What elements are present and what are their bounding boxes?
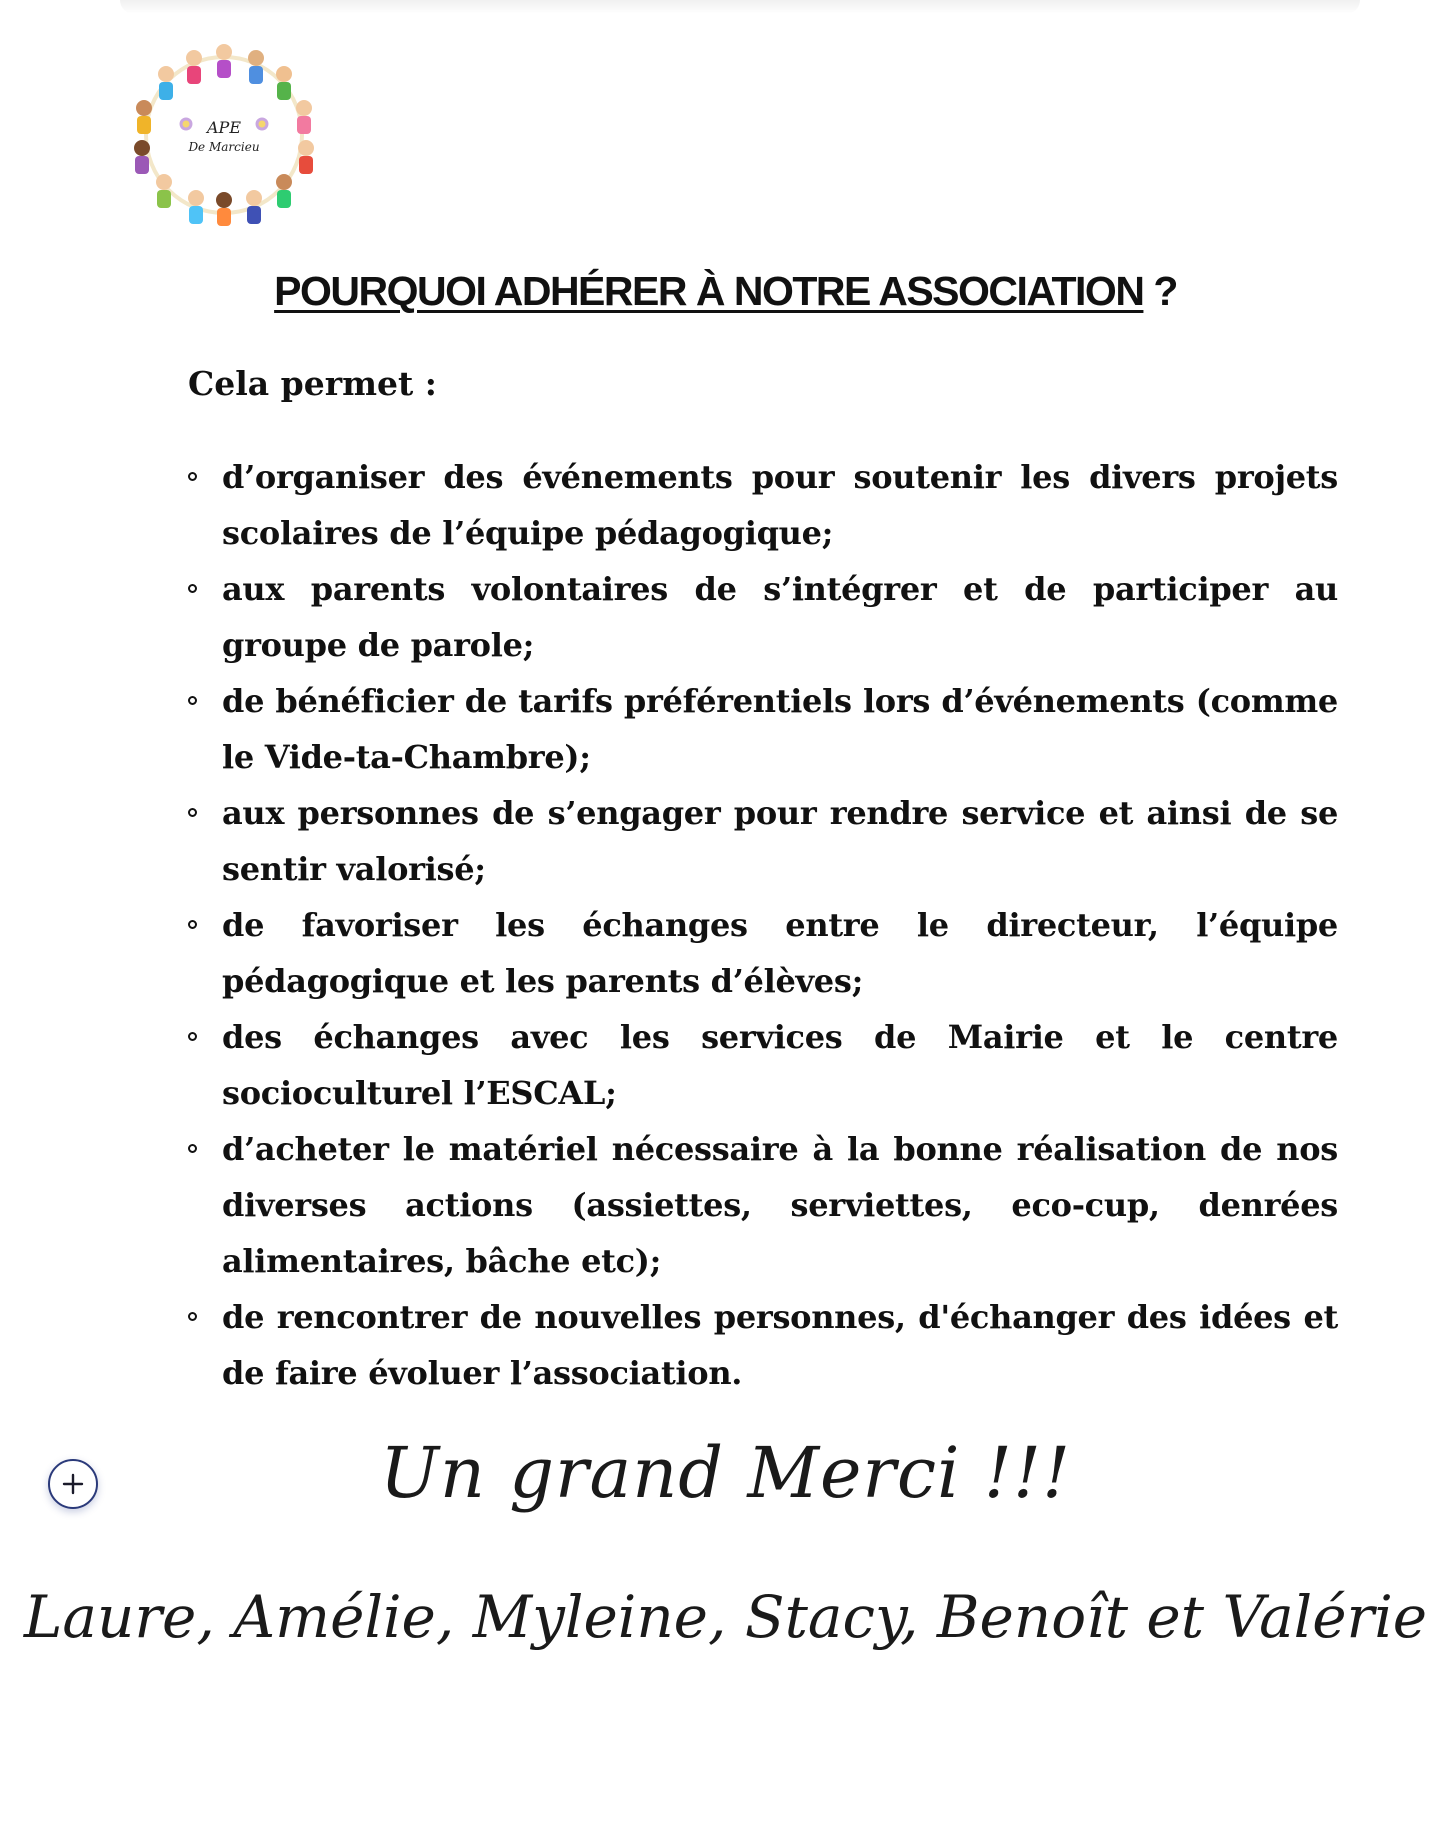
list-item-text: de rencontrer de nouvelles personnes, d'échanger des idées et de faire évoluer l’association. [222, 1298, 1338, 1392]
list-item-text: d’organiser des événements pour soutenir les divers projets scolaires de l’équipe pédagogique; [222, 458, 1338, 552]
list-item [188, 1009, 1338, 1121]
page-title [0, 268, 1451, 315]
plus-icon [60, 1471, 86, 1497]
hollow-bullet-icon [188, 472, 197, 481]
page-top-shadow [120, 0, 1360, 14]
list-item-text: de bénéficier de tarifs préférentiels lors d’événements (comme le Vide-ta-Chambre); [222, 682, 1338, 776]
list-item [188, 1121, 1338, 1289]
list-item-text: de favoriser les échanges entre le directeur, l’équipe pédagogique et les parents d’élèves; [222, 906, 1338, 1000]
hollow-bullet-icon [188, 920, 197, 929]
list-item-text: aux personnes de s’engager pour rendre service et ainsi de se sentir valorisé; [222, 794, 1338, 888]
list-item-text: des échanges avec les services de Mairie et le centre socioculturel l’ESCAL; [222, 1018, 1338, 1112]
hollow-bullet-icon [188, 1144, 197, 1153]
logo-line-2: De Marcieu [188, 140, 260, 154]
hollow-bullet-icon [188, 808, 197, 817]
add-block-button[interactable] [48, 1459, 98, 1509]
list-item [188, 1289, 1338, 1401]
hollow-bullet-icon [188, 696, 197, 705]
page-title-suffix: ? [1143, 268, 1177, 314]
association-logo [124, 40, 324, 230]
thanks-signature: Un grand Merci !!! [379, 1432, 1072, 1514]
page-title-underlined: POURQUOI ADHÉRER À NOTRE ASSOCIATION [274, 268, 1144, 314]
benefits-list [188, 449, 1338, 1401]
hollow-bullet-icon [188, 1312, 197, 1321]
list-item [188, 449, 1338, 561]
hollow-bullet-icon [188, 1032, 197, 1041]
list-item [188, 785, 1338, 897]
list-item-text: aux parents volontaires de s’intégrer et de participer au groupe de parole; [222, 570, 1338, 664]
list-item [188, 897, 1338, 1009]
logo-line-1: APE [207, 118, 241, 137]
list-item-text: d’acheter le matériel nécessaire à la bonne réalisation de nos diverses actions (assiettes, serviettes, eco-cup, denrées alimentaires, bâche etc); [222, 1130, 1338, 1280]
list-item [188, 673, 1338, 785]
list-item [188, 561, 1338, 673]
hollow-bullet-icon [188, 584, 197, 593]
intro-text: Cela permet : [188, 364, 437, 403]
signers-signature: Laure, Amélie, Myleine, Stacy, Benoît et Valérie [23, 1583, 1428, 1651]
